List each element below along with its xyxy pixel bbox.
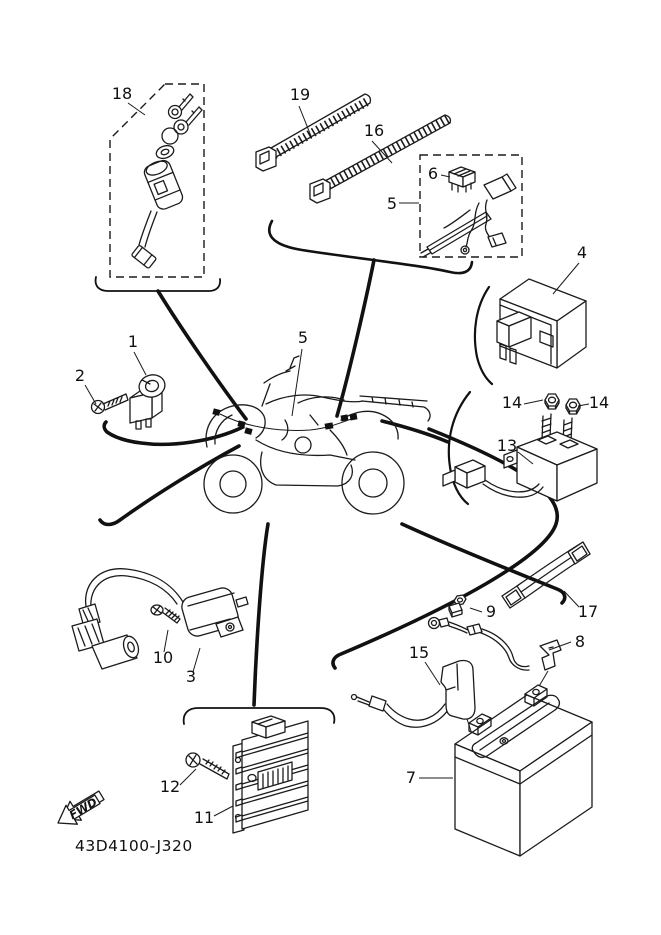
- part-label-10: 10: [152, 648, 174, 667]
- part-label-1: 1: [127, 332, 139, 351]
- battery-illustration: [455, 685, 592, 856]
- part-leader-line-12: [180, 769, 196, 785]
- part-label-14: 14: [501, 393, 523, 412]
- part-label-16: 16: [363, 121, 385, 140]
- part-label-5: 5: [386, 194, 398, 213]
- diode-illustration: [449, 167, 475, 192]
- screw-10-illustration: [151, 605, 180, 623]
- screw-2-illustration: [92, 394, 129, 414]
- part-label-14: 14: [588, 393, 610, 412]
- part-leader-line-1: [134, 352, 146, 375]
- drawing-code: 43D4100-J320: [75, 837, 193, 855]
- main-switch-illustration: [131, 94, 202, 269]
- part-leader-line-15: [425, 662, 440, 685]
- part-label-5: 5: [297, 328, 309, 347]
- battery-band-17-illustration: [502, 542, 590, 608]
- terminal-bolt-9-illustration: [449, 595, 466, 617]
- part-label-15: 15: [408, 643, 430, 662]
- part-label-17: 17: [577, 602, 599, 621]
- part-label-8: 8: [574, 632, 586, 651]
- part-label-3: 3: [185, 667, 197, 686]
- cable-tie-19: [256, 94, 370, 171]
- part-label-19: 19: [289, 85, 311, 104]
- part-leader-line-11: [214, 806, 233, 816]
- screw-12-illustration: [186, 753, 229, 779]
- sensor-switch-illustration: [130, 372, 167, 429]
- atv-illustration: [204, 356, 430, 514]
- part-label-13: 13: [496, 436, 518, 455]
- part-label-6: 6: [427, 164, 439, 183]
- part-label-2: 2: [74, 366, 86, 385]
- cdi-unit-illustration: [497, 279, 586, 368]
- part-leader-line-14: [524, 400, 543, 404]
- part-label-18: 18: [111, 84, 133, 103]
- fwd-arrow-label: FWD: [66, 794, 100, 823]
- part-leader-line-4: [553, 263, 579, 294]
- part-leader-line-9: [470, 608, 482, 612]
- sub-wire-harness-illustration: [421, 174, 516, 257]
- part-label-12: 12: [159, 777, 181, 796]
- part-label-11: 11: [193, 808, 215, 827]
- part-label-4: 4: [576, 243, 588, 262]
- part-label-7: 7: [405, 768, 417, 787]
- part-leader-line-2: [85, 385, 96, 404]
- starter-lead-wire-15-illustration: [352, 660, 476, 740]
- rectifier-illustration: [233, 716, 308, 833]
- part-label-9: 9: [485, 602, 497, 621]
- fwd-arrow-icon: [52, 786, 107, 833]
